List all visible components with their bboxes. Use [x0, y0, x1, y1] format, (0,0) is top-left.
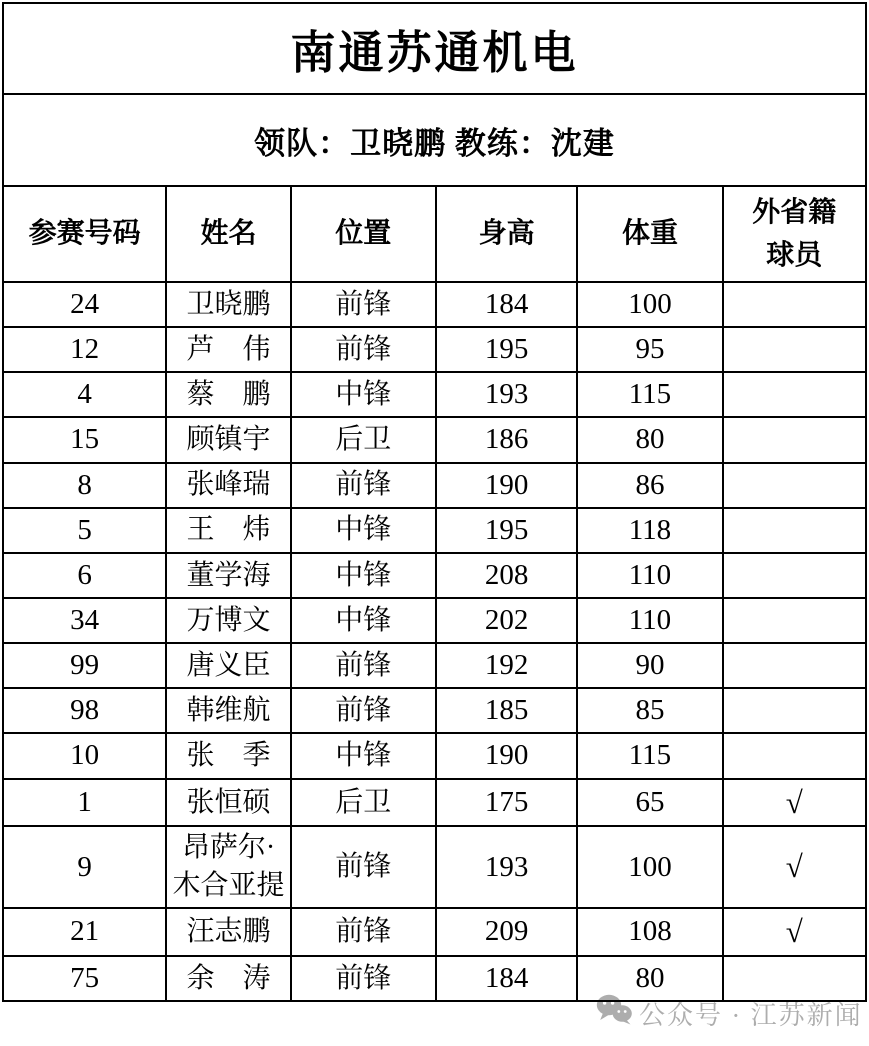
player-height-cell: 193	[436, 826, 577, 908]
table-row	[3, 417, 866, 462]
player-weight-cell: 100	[577, 826, 722, 908]
player-height-cell: 202	[436, 598, 577, 643]
player-name-cell: 卫晓鹏	[166, 282, 290, 327]
player-position-cell: 前锋	[291, 463, 436, 508]
player-number-cell: 5	[3, 508, 166, 553]
foreign-player-check-cell	[723, 688, 866, 733]
player-position-cell: 前锋	[291, 826, 436, 908]
foreign-player-check-cell	[723, 553, 866, 598]
player-height-cell: 185	[436, 688, 577, 733]
foreign-player-check-cell: √	[723, 779, 866, 827]
player-position-cell: 后卫	[291, 779, 436, 827]
foreign-player-check-cell	[723, 508, 866, 553]
table-row	[3, 598, 866, 643]
player-height-cell: 195	[436, 327, 577, 372]
foreign-player-check-cell: √	[723, 908, 866, 956]
player-position-cell: 前锋	[291, 282, 436, 327]
table-row	[3, 733, 866, 778]
table-row	[3, 282, 866, 327]
player-number-cell: 8	[3, 463, 166, 508]
player-height-cell: 184	[436, 282, 577, 327]
player-name-cell: 唐义臣	[166, 643, 290, 688]
foreign-player-check-cell	[723, 956, 866, 1001]
player-weight-cell: 85	[577, 688, 722, 733]
player-position-cell: 中锋	[291, 553, 436, 598]
player-position-cell: 中锋	[291, 598, 436, 643]
player-number-cell: 98	[3, 688, 166, 733]
foreign-player-check-cell	[723, 372, 866, 417]
player-weight-cell: 115	[577, 733, 722, 778]
player-weight-cell: 86	[577, 463, 722, 508]
player-number-cell: 15	[3, 417, 166, 462]
player-position-cell: 前锋	[291, 908, 436, 956]
table-row	[3, 553, 866, 598]
player-name-cell: 张 季	[166, 733, 290, 778]
player-weight-cell: 110	[577, 598, 722, 643]
foreign-player-check-cell	[723, 733, 866, 778]
player-position-cell: 中锋	[291, 372, 436, 417]
player-weight-cell: 80	[577, 417, 722, 462]
player-weight-cell: 118	[577, 508, 722, 553]
table-row	[3, 908, 866, 956]
player-position-cell: 中锋	[291, 508, 436, 553]
table-row	[3, 327, 866, 372]
player-position-cell: 后卫	[291, 417, 436, 462]
player-weight-cell: 80	[577, 956, 722, 1001]
staff-info: 领队：卫晓鹏 教练：沈建	[3, 94, 866, 186]
table-row	[3, 779, 866, 827]
table-header-row	[3, 186, 866, 282]
header-name: 姓名	[166, 186, 290, 282]
player-height-cell: 195	[436, 508, 577, 553]
header-player-number: 参赛号码	[3, 186, 166, 282]
player-height-cell: 190	[436, 463, 577, 508]
player-name-cell: 韩维航	[166, 688, 290, 733]
foreign-player-check-cell	[723, 463, 866, 508]
player-number-cell: 21	[3, 908, 166, 956]
player-height-cell: 175	[436, 779, 577, 827]
table-row	[3, 956, 866, 1001]
roster-table	[2, 2, 867, 1002]
roster-table-body	[3, 282, 866, 1001]
player-number-cell: 4	[3, 372, 166, 417]
player-height-cell: 193	[436, 372, 577, 417]
header-foreign-player: 外省籍球员	[723, 186, 866, 282]
player-weight-cell: 110	[577, 553, 722, 598]
table-row	[3, 826, 866, 908]
player-name-cell: 万博文	[166, 598, 290, 643]
player-weight-cell: 100	[577, 282, 722, 327]
header-position: 位置	[291, 186, 436, 282]
player-position-cell: 前锋	[291, 327, 436, 372]
player-number-cell: 34	[3, 598, 166, 643]
foreign-player-check-cell: √	[723, 826, 866, 908]
table-row	[3, 372, 866, 417]
header-weight: 体重	[577, 186, 722, 282]
player-number-cell: 1	[3, 779, 166, 827]
player-position-cell: 前锋	[291, 956, 436, 1001]
foreign-player-check-cell	[723, 643, 866, 688]
player-name-cell: 顾镇宇	[166, 417, 290, 462]
table-row	[3, 508, 866, 553]
player-weight-cell: 95	[577, 327, 722, 372]
table-row	[3, 643, 866, 688]
player-weight-cell: 115	[577, 372, 722, 417]
table-row	[3, 688, 866, 733]
table-row	[3, 463, 866, 508]
foreign-player-check-cell	[723, 417, 866, 462]
player-name-cell: 汪志鹏	[166, 908, 290, 956]
player-position-cell: 前锋	[291, 643, 436, 688]
player-number-cell: 99	[3, 643, 166, 688]
player-position-cell: 中锋	[291, 733, 436, 778]
player-weight-cell: 90	[577, 643, 722, 688]
player-height-cell: 208	[436, 553, 577, 598]
player-name-cell: 董学海	[166, 553, 290, 598]
player-number-cell: 75	[3, 956, 166, 1001]
team-name-title: 南通苏通机电	[3, 3, 866, 94]
player-height-cell: 184	[436, 956, 577, 1001]
player-number-cell: 10	[3, 733, 166, 778]
player-name-cell: 蔡 鹏	[166, 372, 290, 417]
foreign-player-check-cell	[723, 598, 866, 643]
watermark-text: 公众号 · 江苏新闻	[639, 1000, 863, 1030]
player-position-cell: 前锋	[291, 688, 436, 733]
player-name-cell: 芦 伟	[166, 327, 290, 372]
foreign-player-check-cell	[723, 327, 866, 372]
title-row	[3, 3, 866, 94]
player-number-cell: 6	[3, 553, 166, 598]
player-name-cell: 昂萨尔·木合亚提	[166, 826, 290, 908]
player-name-cell: 张恒硕	[166, 779, 290, 827]
player-number-cell: 24	[3, 282, 166, 327]
player-height-cell: 192	[436, 643, 577, 688]
player-weight-cell: 108	[577, 908, 722, 956]
player-height-cell: 209	[436, 908, 577, 956]
player-name-cell: 余 涛	[166, 956, 290, 1001]
player-name-cell: 张峰瑞	[166, 463, 290, 508]
player-height-cell: 186	[436, 417, 577, 462]
foreign-player-check-cell	[723, 282, 866, 327]
player-height-cell: 190	[436, 733, 577, 778]
player-weight-cell: 65	[577, 779, 722, 827]
player-number-cell: 12	[3, 327, 166, 372]
player-number-cell: 9	[3, 826, 166, 908]
header-height: 身高	[436, 186, 577, 282]
player-name-cell: 王 炜	[166, 508, 290, 553]
staff-info-row	[3, 94, 866, 186]
